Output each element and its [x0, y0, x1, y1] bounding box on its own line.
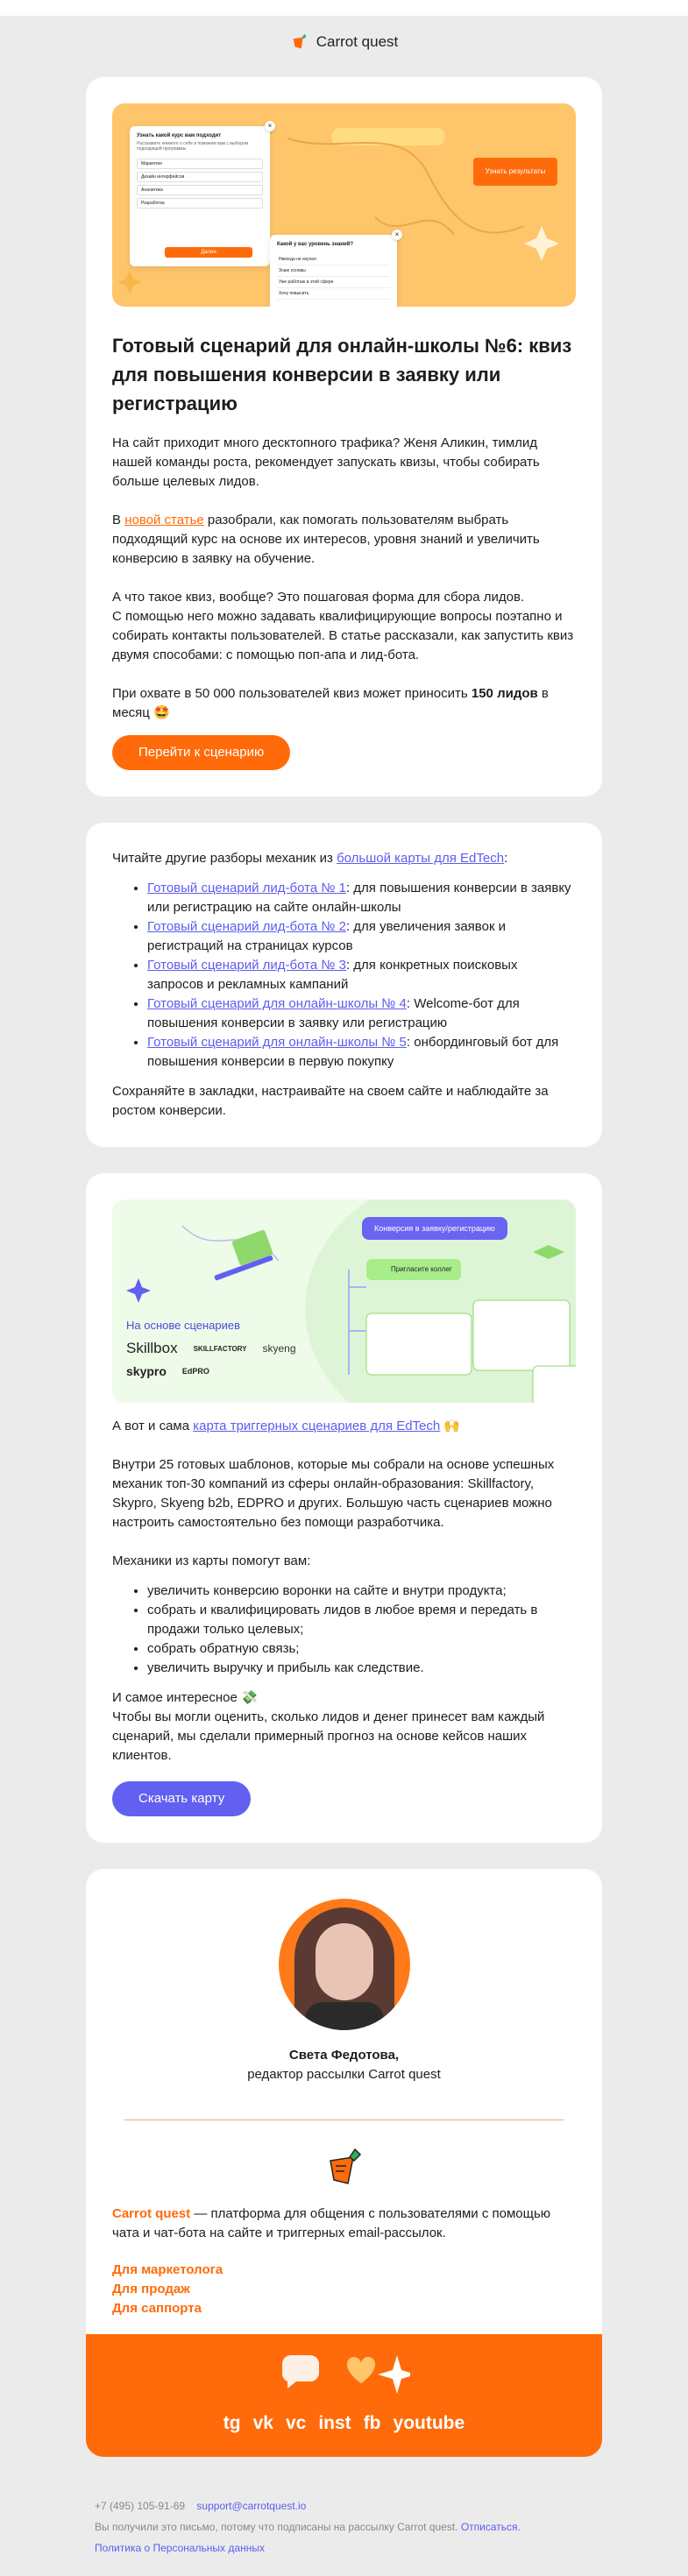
more-card: [86, 823, 602, 1147]
benefits-list: [147, 1582, 576, 1678]
author-card: [86, 1869, 602, 2457]
brand-name: Carrot quest: [316, 33, 399, 50]
privacy-link[interactable]: Политика о Персональных данных: [95, 2542, 265, 2554]
list-item: [147, 1033, 576, 1072]
company-logo: EdPRO: [181, 1367, 209, 1376]
social-link-youtube[interactable]: youtube: [393, 2413, 465, 2433]
quiz2-option[interactable]: Никогда не изучал: [277, 254, 390, 265]
quiz2-option[interactable]: Знаю основы: [277, 265, 390, 277]
about-brand[interactable]: Carrot quest: [112, 2206, 191, 2221]
company-logo: SKILLFACTORY: [193, 1344, 247, 1353]
scenario-link[interactable]: Готовый сценарий для онлайн-школы № 5: [147, 1035, 407, 1050]
scenario-list: [147, 879, 576, 1072]
social-link-vc[interactable]: vc: [285, 2413, 307, 2433]
list-item: • собрать и квалифицировать лидов в любое время и передать в продажи только целевых;: [147, 1601, 576, 1639]
scenario-desc: : Welcome-бот для повышения конверсии в заявку или регистрацию: [147, 996, 520, 1030]
more-intro-prefix: Читайте другие разборы механик из: [112, 851, 337, 866]
scenario-link[interactable]: Готовый сценарий для онлайн-школы № 4: [147, 996, 407, 1011]
unsubscribe-link[interactable]: Отписаться.: [460, 2521, 521, 2533]
list-item: [147, 994, 576, 1033]
hero-cta-button[interactable]: Узнать результаты: [473, 158, 557, 186]
footer-phone[interactable]: +7 (495) 105-91-69: [95, 2500, 186, 2512]
more-outro: Сохраняйте в закладки, настраивайте на своем сайте и наблюдайте за ростом конверсии.: [112, 1084, 549, 1118]
close-icon[interactable]: ×: [265, 121, 275, 131]
company-logo: Skillbox: [126, 1340, 178, 1356]
footer: [0, 2478, 688, 2576]
map-intro-suffix: 🙌: [440, 1419, 461, 1433]
article-card: [86, 77, 602, 796]
author-name: Света Федотова,: [288, 2048, 400, 2063]
map-tag: Конверсия в заявку/регистрацию: [362, 1217, 507, 1240]
hero-banner: [112, 103, 576, 307]
edtech-map-link[interactable]: большой карты для EdTech: [337, 851, 505, 866]
scenario-link[interactable]: Готовый сценарий лид-бота № 3: [147, 958, 346, 973]
scenario-desc: : для конкретных поисковых запросов и рекламных кампаний: [147, 958, 518, 992]
quiz1-option[interactable]: Дизайн интерфейсов: [137, 172, 263, 182]
article-p5: [112, 684, 576, 723]
map-intro-prefix: А вот и сама: [112, 1419, 194, 1433]
map-banner-label: На основе сценариев: [126, 1319, 241, 1332]
trigger-map-link[interactable]: карта триггерных сценариев для EdTech: [193, 1419, 441, 1433]
about-desc: — платформа для общения с пользователями с помощью чата и чат-бота на сайте и триггерных email-рассылок.: [112, 2206, 551, 2240]
quiz1-title: Узнать какой курс вам подходит: [137, 133, 222, 138]
audience-link[interactable]: Для продаж: [112, 2282, 190, 2296]
map-chip: Пригласите коллег: [366, 1259, 461, 1280]
new-article-link[interactable]: новой статье: [124, 513, 204, 527]
carrot-icon: [290, 32, 309, 52]
p2-prefix: В: [112, 513, 125, 527]
company-logo: skypro: [126, 1364, 167, 1378]
audience-link[interactable]: Для маркетолога: [112, 2262, 223, 2277]
scenario-desc: : онбординговый бот для повышения конверсии в первую покупку: [147, 1035, 559, 1069]
go-to-scenario-button[interactable]: Перейти к сценарию: [112, 735, 290, 770]
list-item: • увеличить конверсию воронки на сайте и внутри продукта;: [147, 1582, 576, 1601]
footer-email[interactable]: support@carrotquest.io: [196, 2500, 307, 2512]
about-text: [112, 2204, 576, 2243]
map-intro: [112, 1417, 576, 1436]
p5-prefix: При охвате в 50 000 пользователей квиз может приносить: [112, 686, 472, 701]
quiz1-options: [137, 159, 263, 209]
social-link-vk[interactable]: vk: [252, 2413, 273, 2433]
audience-link[interactable]: Для саппорта: [112, 2301, 202, 2316]
quiz2-option[interactable]: Хочу повысить: [277, 288, 390, 300]
map-p2: Механики из карты помогут вам:: [112, 1553, 311, 1568]
social-decoration: [279, 2355, 410, 2399]
social-links: [86, 2413, 602, 2434]
audience-links: [112, 2261, 576, 2318]
quiz2-options: [277, 254, 390, 300]
company-logos: [126, 1340, 310, 1378]
quiz1-option[interactable]: Аналитика: [137, 185, 263, 195]
more-intro-suffix: :: [504, 851, 508, 866]
quiz1-option[interactable]: Разработка: [137, 198, 263, 209]
map-p1: Внутри 25 готовых шаблонов, которые мы собрали на основе успешных механик топ-30 компаний из сферы онлайн-образования: Skillfactory, Skypro, Skyeng b2b, EDPRO и других. Большую часть сценариев можно настроить самостоятельно без помощи разработчика.: [112, 1457, 555, 1530]
social-panel: [86, 2334, 602, 2457]
map-p4: Чтобы вы могли оценить, сколько лидов и денег принесет вам каждый сценарий, мы сделали примерный прогноз на основе кейсов наших клиентов.: [112, 1709, 545, 1763]
more-intro: [112, 849, 576, 868]
p5-bold: 150 лидов: [471, 686, 538, 701]
list-item: [147, 956, 576, 994]
article-p2: [112, 511, 576, 569]
scenario-link[interactable]: Готовый сценарий лид-бота № 2: [147, 919, 346, 934]
article-p3: А что такое квиз, вообще? Это пошаговая форма для сбора лидов.: [112, 590, 525, 605]
list-item: [147, 917, 576, 956]
quiz1-subtitle: Расскажите немного о себе и поможем вам с выбором подходящей программы: [137, 141, 249, 152]
top-strip: [0, 0, 688, 16]
map-card: [86, 1173, 602, 1843]
company-logo: skyeng: [262, 1342, 296, 1355]
p2-suffix: разобрали, как помогать пользователям выбрать подходящий курс на основе их интересов, уровня знаний и увеличить конверсию в заявку на обучение.: [112, 513, 540, 566]
carrot-icon: [323, 2147, 365, 2189]
map-banner: [112, 1200, 576, 1403]
scenario-desc: : для повышения конверсии в заявку или регистрацию на сайте онлайн-школы: [147, 881, 571, 915]
social-link-fb[interactable]: fb: [363, 2413, 381, 2433]
quiz1-option[interactable]: Маркетинг: [137, 159, 263, 169]
brand-logo[interactable]: [0, 16, 688, 68]
article-p4: С помощью него можно задавать квалифицирующие вопросы поэтапно и собирать контакты пользователей. В статье рассказали, как запустить квиз двумя способами: с помощью поп-апа и лид-бота.: [112, 609, 574, 662]
social-link-tg[interactable]: tg: [223, 2413, 241, 2433]
close-icon[interactable]: ×: [392, 230, 402, 240]
list-item: • увеличить выручку и прибыль как следствие.: [147, 1659, 576, 1678]
quiz1-next-button[interactable]: Далее: [165, 247, 252, 258]
social-link-inst[interactable]: inst: [318, 2413, 351, 2433]
scenario-desc: : для увеличения заявок и регистраций на страницах курсов: [147, 919, 507, 953]
quiz-card-2: [270, 230, 400, 307]
quiz-card-1: [130, 122, 273, 266]
list-item: • собрать обратную связь;: [147, 1639, 576, 1659]
list-item: [147, 879, 576, 917]
article-p1: На сайт приходит много десктопного трафика? Женя Аликин, тимлид нашей команды роста, рекомендует запускать квизы, чтобы собирать больше целевых лидов.: [112, 435, 540, 489]
avatar: [279, 1899, 410, 2030]
quiz2-option[interactable]: Уже работаю в этой сфере: [277, 277, 390, 288]
p5-suffix: в месяц 🤩: [112, 686, 549, 720]
scenario-link[interactable]: Готовый сценарий лид-бота № 1: [147, 881, 346, 895]
quiz2-title: Какой у вас уровень знаний?: [277, 242, 354, 247]
map-p3: И самое интересное 💸: [112, 1690, 258, 1705]
author-role: редактор рассылки Carrot quest: [247, 2067, 441, 2082]
download-map-button[interactable]: Скачать карту: [112, 1781, 251, 1816]
footer-notice: Вы получили это письмо, потому что подписаны на рассылку Carrot quest.: [95, 2521, 461, 2533]
article-title: Готовый сценарий для онлайн-школы №6: квиз для повышения конверсии в заявку или регистрацию: [112, 335, 572, 414]
